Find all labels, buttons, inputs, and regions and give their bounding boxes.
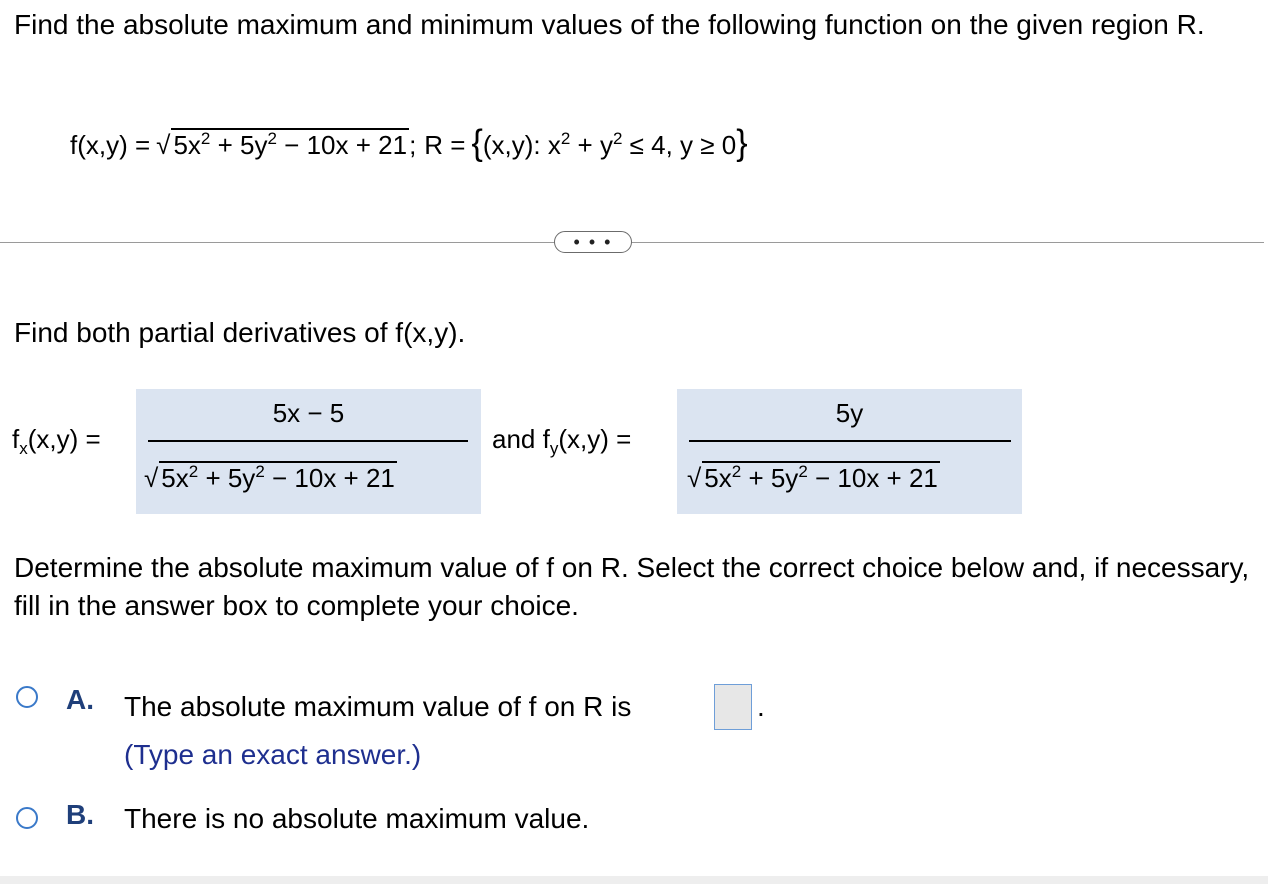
fy-answer-box[interactable]: [677, 389, 1022, 514]
fy-numerator: 5y: [835, 398, 864, 428]
max-value-input[interactable]: [714, 684, 752, 730]
show-more-button[interactable]: • • •: [554, 231, 632, 253]
choice-a-text: The absolute maximum value of f on R is: [124, 691, 632, 722]
section-divider: [0, 242, 1264, 243]
choice-a-radio[interactable]: [16, 686, 38, 708]
bottom-scroll-bar: [0, 876, 1268, 884]
function-definition: [70, 123, 748, 163]
choice-b-letter: B.: [66, 799, 94, 830]
fx-label: $f_x(x,y)$ =: [12, 424, 101, 458]
left-brace-icon: {: [471, 123, 483, 163]
radical-sign-icon: √: [144, 463, 159, 493]
fx-denominator: √ $5x^2 + 5y^2 - 10x + 21$: [144, 462, 395, 493]
radicand: $5x^2 + 5y^2 - 10x + 21$: [173, 129, 408, 160]
function-lhs: f(x,y) =: [70, 130, 151, 160]
fy-label: and $f_y(x,y)$ =: [492, 424, 632, 458]
choice-b-text: There is no absolute maximum value.: [124, 803, 590, 834]
fy-denominator: √ $5x^2 + 5y^2 - 10x + 21$: [687, 462, 938, 493]
fx-numerator: 5x − 5: [272, 398, 345, 428]
radical-sign-icon: √: [687, 463, 702, 493]
fx-fraction-bar: [148, 440, 468, 442]
radical-sign-icon: √: [156, 130, 171, 160]
formula-separator: ;: [409, 130, 417, 160]
region-lhs: R =: [424, 130, 466, 160]
region-definition: (x,y): $x^2 + y^2 \le 4$, y ≥ 0: [482, 129, 737, 160]
choice-b-radio[interactable]: [16, 807, 38, 829]
fy-fraction-bar: [689, 440, 1011, 442]
fx-answer-box[interactable]: [136, 389, 481, 514]
absolute-max-question: Determine the absolute maximum value of f on R. Select the correct choice below and, if necessary, fill in the answer box to complete your choice.: [14, 552, 1250, 621]
choice-a-letter: A.: [66, 684, 94, 715]
problem-prompt: Find the absolute maximum and minimum values of the following function on the given region R.: [14, 9, 1205, 40]
partial-derivatives-question: Find both partial derivatives of f(x,y).: [14, 317, 466, 348]
choice-a-period: .: [757, 691, 765, 722]
square-root: [156, 128, 409, 161]
exact-answer-hint: (Type an exact answer.): [124, 739, 422, 770]
right-brace-icon: }: [736, 123, 748, 163]
